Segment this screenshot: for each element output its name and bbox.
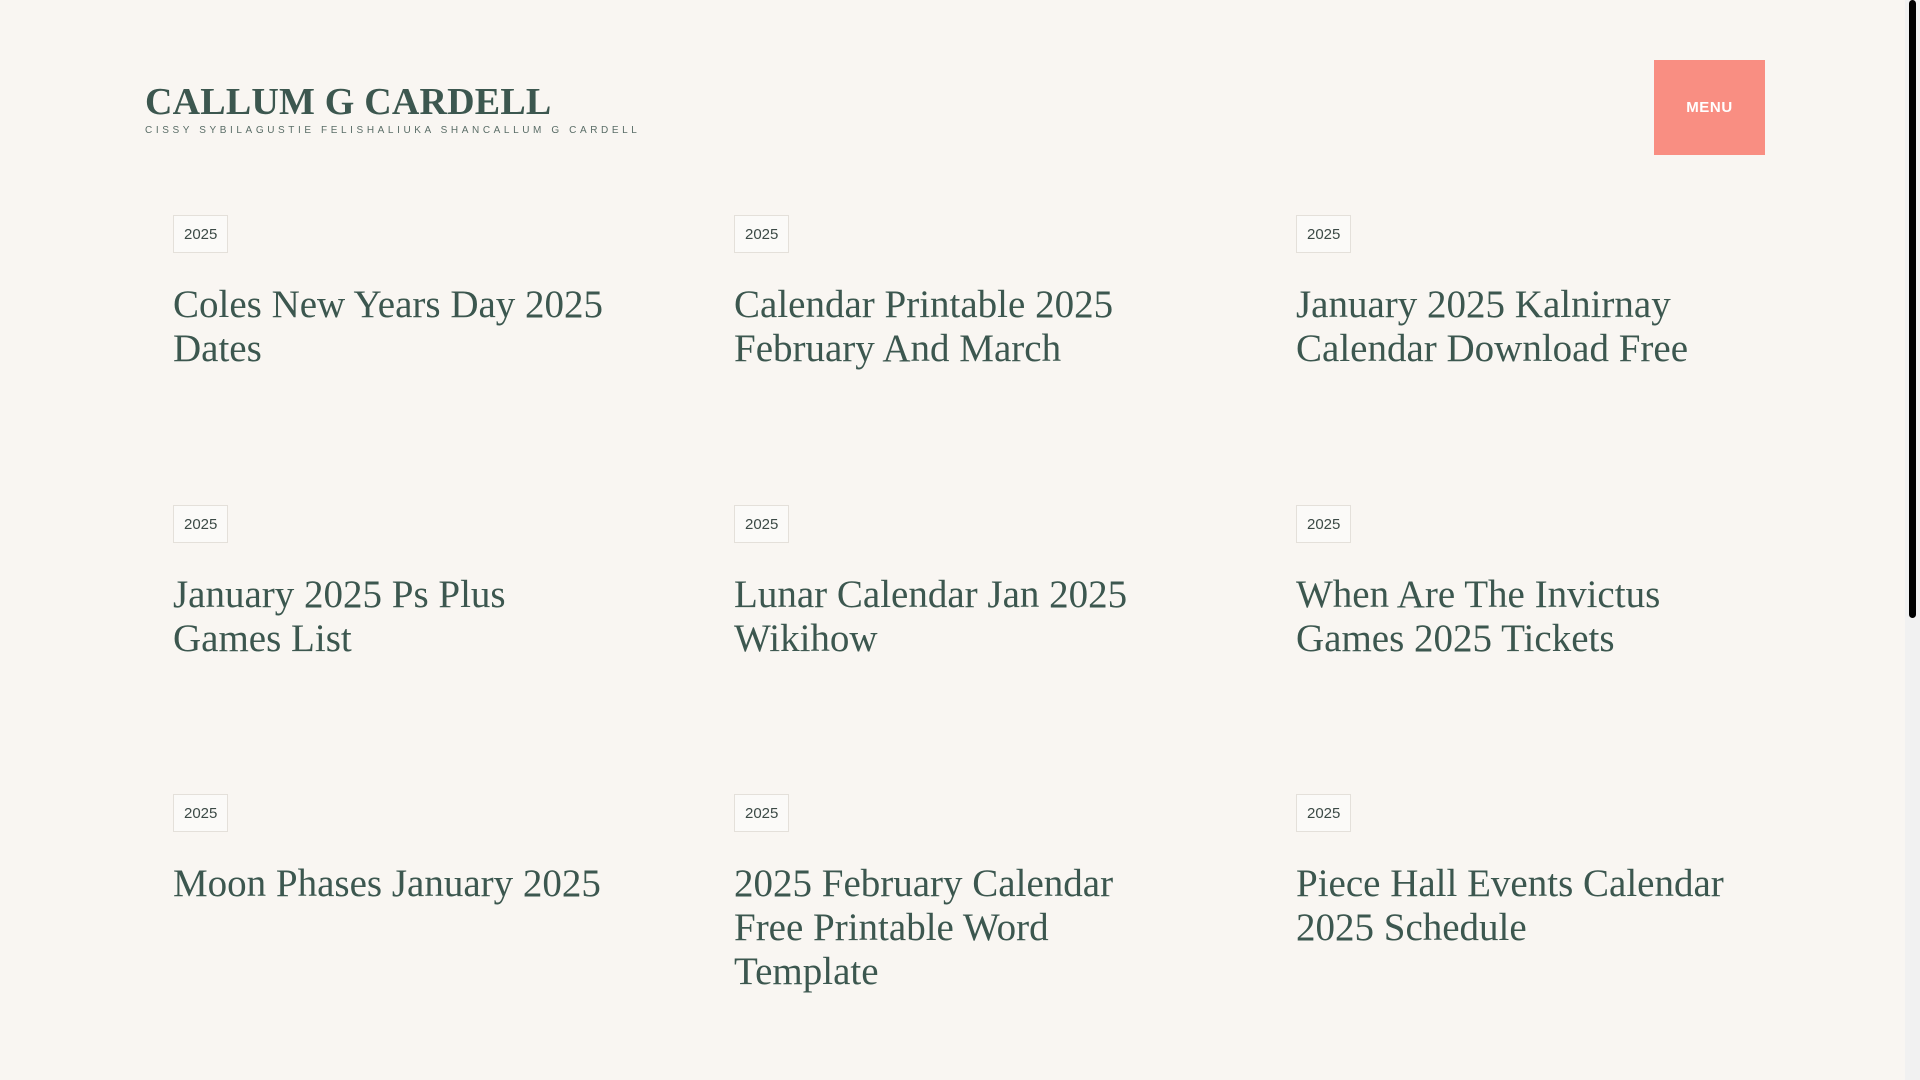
- category-tag[interactable]: 2025: [734, 215, 789, 253]
- category-tag[interactable]: 2025: [1296, 505, 1351, 543]
- post-title[interactable]: Coles New Years Day 2025 Dates: [173, 283, 604, 370]
- site-tagline: CISSY SYBILAGUSTIE FELISHALIUKA SHANCALLUM G CARDELL: [145, 125, 641, 136]
- site-title[interactable]: CALLUM G CARDELL: [145, 81, 552, 123]
- post-title[interactable]: 2025 February Calendar Free Printable Word Template: [734, 862, 1114, 993]
- post-title[interactable]: Moon Phases January 2025: [173, 862, 601, 905]
- category-tag[interactable]: 2025: [173, 505, 228, 543]
- branding: [145, 81, 640, 136]
- site-header: [0, 0, 1905, 175]
- category-tag[interactable]: 2025: [173, 215, 228, 253]
- post-card: [1296, 215, 1736, 371]
- post-title[interactable]: Calendar Printable 2025 February And March: [734, 283, 1114, 370]
- post-card: [734, 794, 1174, 994]
- post-title[interactable]: January 2025 Kalnirnay Calendar Download Free: [1296, 283, 1689, 370]
- post-card: [734, 505, 1174, 661]
- category-tag[interactable]: 2025: [734, 794, 789, 832]
- menu-button[interactable]: MENU: [1654, 60, 1765, 155]
- post-card: [173, 215, 613, 371]
- post-card: [1296, 505, 1736, 661]
- post-card: [734, 215, 1174, 371]
- post-card: [173, 794, 613, 906]
- post-card: [173, 505, 613, 661]
- scrollbar-thumb[interactable]: [1909, 0, 1916, 618]
- category-tag[interactable]: 2025: [734, 505, 789, 543]
- category-tag[interactable]: 2025: [1296, 215, 1351, 253]
- post-title[interactable]: When Are The Invictus Games 2025 Tickets: [1296, 573, 1661, 660]
- post-title[interactable]: Piece Hall Events Calendar 2025 Schedule: [1296, 862, 1724, 949]
- category-tag[interactable]: 2025: [1296, 794, 1351, 832]
- post-title[interactable]: Lunar Calendar Jan 2025 Wikihow: [734, 573, 1128, 660]
- post-card: [1296, 794, 1736, 950]
- post-title[interactable]: January 2025 Ps Plus Games List: [173, 573, 506, 660]
- page-scrollbar[interactable]: [1905, 0, 1920, 1080]
- category-tag[interactable]: 2025: [173, 794, 228, 832]
